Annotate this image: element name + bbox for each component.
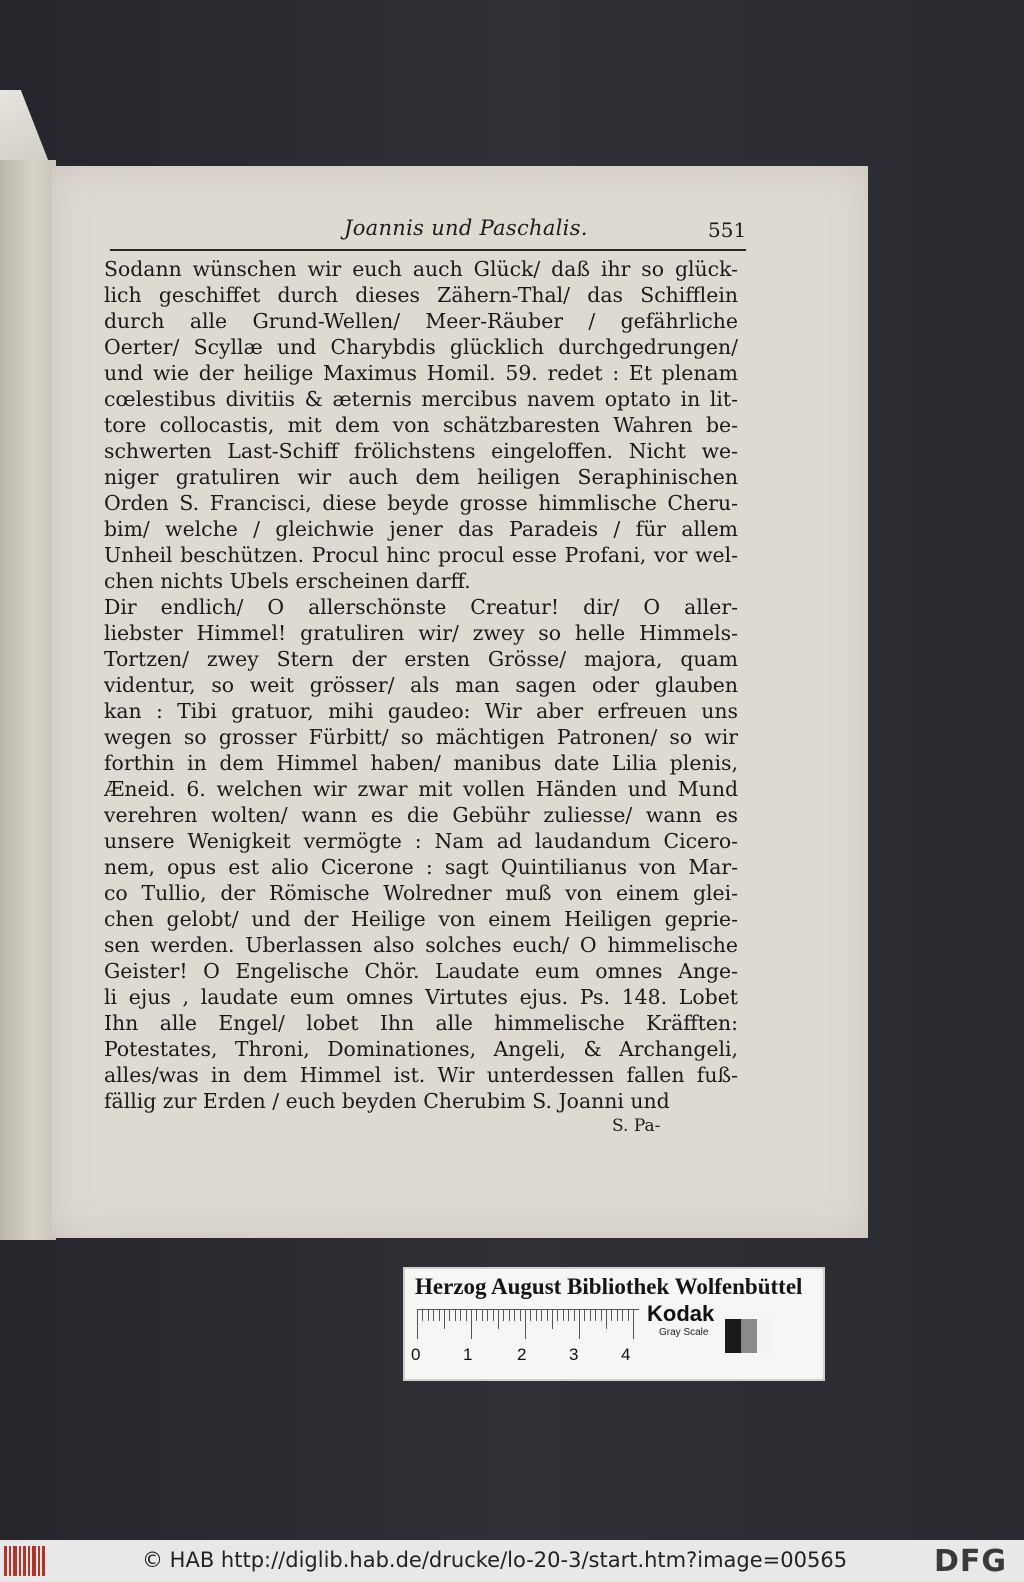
text-line: Æneid. 6. welchen wir zwar mit vollen Händen und Mund: [104, 777, 738, 801]
text-line: Tortzen/ zwey Stern der ersten Grösse/ majora, quam: [104, 647, 738, 671]
text-line: chen nichts Ubels erscheinen darff.: [104, 569, 471, 593]
ruler-tick: [536, 1309, 537, 1321]
copyright-link[interactable]: © HAB http://diglib.hab.de/drucke/lo-20-3/start.htm?image=00565: [142, 1548, 848, 1572]
measure-ruler: [417, 1309, 639, 1343]
ruler-tick: [628, 1309, 629, 1321]
text-line: Sodann wünschen wir euch auch Glück/ daß ihr so glück-: [104, 257, 738, 281]
text-line: sen werden. Uberlassen also solches euch/ O himmelische: [104, 933, 738, 957]
ruler-tick: [503, 1309, 504, 1321]
footer-bar: [0, 1540, 1024, 1582]
gray-swatch-mid: [741, 1319, 757, 1353]
text-line: Potestates, Throni, Dominationes, Angeli, & Archangeli,: [104, 1037, 738, 1061]
catchword: S. Pa-: [612, 1116, 661, 1136]
ruler-tick: [574, 1309, 575, 1321]
page-number: 551: [708, 218, 747, 242]
ruler-label: 0: [411, 1345, 421, 1364]
kodak-logo: Kodak: [647, 1301, 715, 1326]
ruler-tick: [428, 1309, 429, 1321]
dfg-logo: DFG: [934, 1544, 1008, 1579]
text-line: Orden S. Francisci, diese beyde grosse himmlische Cheru-: [104, 491, 738, 515]
text-line: niger gratuliren wir auch dem heiligen Seraphinischen: [104, 465, 738, 489]
text-line: nem, opus est alio Cicerone : sagt Quintilianus von Mar-: [104, 855, 738, 879]
ruler-tick: [449, 1309, 450, 1321]
left-page-edge: [0, 160, 56, 1240]
text-line: wegen so grosser Fürbitt/ so mächtigen Patronen/ so wir: [104, 725, 738, 749]
ruler-tick: [611, 1309, 612, 1321]
ruler-tick: [439, 1309, 440, 1321]
ruler-label: 1: [463, 1345, 473, 1364]
ruler-tick: [557, 1309, 558, 1321]
body-text: [104, 256, 738, 1114]
text-line: Geister! O Engelische Chör. Laudate eum omnes Ange-: [104, 959, 738, 983]
ruler-tick: [422, 1309, 423, 1321]
ruler-tick: [455, 1309, 456, 1321]
library-name: Herzog August Bibliothek Wolfenbüttel: [415, 1274, 803, 1299]
text-line: alles/was in dem Himmel ist. Wir unterdessen fallen fuß-: [104, 1063, 738, 1087]
ruler-tick: [530, 1309, 531, 1321]
ruler-tick: [471, 1309, 472, 1339]
ruler-tick: [498, 1309, 499, 1329]
ruler-tick: [514, 1309, 515, 1321]
text-line: li ejus , laudate eum omnes Virtutes ejus. Ps. 148. Lobet: [104, 985, 738, 1009]
ruler-tick: [482, 1309, 483, 1321]
text-line: cœlestibus divitiis & æternis mercibus navem optato in lit-: [104, 387, 738, 411]
ruler-tick: [601, 1309, 602, 1321]
ruler-tick: [444, 1309, 445, 1329]
text-line: durch alle Grund-Wellen/ Meer-Räuber / gefährliche: [104, 309, 738, 333]
ruler-tick: [466, 1309, 467, 1321]
ruler-tick: [509, 1309, 510, 1321]
ruler-tick: [622, 1309, 623, 1321]
ruler-tick: [552, 1309, 553, 1329]
text-line: Unheil beschützen. Procul hinc procul esse Profani, vor wel-: [104, 543, 738, 567]
ruler-label: 4: [621, 1345, 631, 1364]
ruler-tick: [568, 1309, 569, 1321]
text-line: forthin in dem Himmel haben/ manibus date Lilia plenis,: [104, 751, 738, 775]
ruler-tick: [563, 1309, 564, 1321]
text-line: Ihn alle Engel/ lobet Ihn alle himmelische Kräfften:: [104, 1011, 738, 1035]
ruler-label: 3: [569, 1345, 579, 1364]
text-line: bim/ welche / gleichwie jener das Paradeis / für allem: [104, 517, 738, 541]
ruler-tick: [476, 1309, 477, 1321]
ruler-tick: [525, 1309, 526, 1339]
text-line: liebster Himmel! gratuliren wir/ zwey so helle Himmels-: [104, 621, 738, 645]
ruler-tick: [547, 1309, 548, 1321]
ruler-tick: [590, 1309, 591, 1321]
text-line: unsere Wenigkeit vermögte : Nam ad laudandum Cicero-: [104, 829, 738, 853]
ruler-tick: [595, 1309, 596, 1321]
ruler-tick: [617, 1309, 618, 1321]
ruler-tick: [541, 1309, 542, 1321]
library-color-card: [403, 1267, 825, 1381]
ruler-tick: [433, 1309, 434, 1321]
book-page: [52, 166, 868, 1238]
text-line: tore collocastis, mit dem von schätzbaresten Wahren be-: [104, 413, 738, 437]
ruler-tick: [606, 1309, 607, 1329]
text-line: co Tullio, der Römische Wolredner muß von einem glei-: [104, 881, 738, 905]
ruler-tick: [417, 1309, 418, 1339]
ruler-label: 2: [517, 1345, 527, 1364]
ruler-tick: [579, 1309, 580, 1339]
text-line: schwerten Last-Schiff frölichstens eingeloffen. Nicht we-: [104, 439, 738, 463]
gray-swatch-light: [757, 1319, 773, 1353]
gray-swatch-dark: [725, 1319, 741, 1353]
text-line: lich geschiffet durch dieses Zähern-Thal/ das Schifflein: [104, 283, 738, 307]
text-line: videntur, so weit grösser/ als man sagen oder glauben: [104, 673, 738, 697]
ruler-tick: [584, 1309, 585, 1321]
ruler-labels: [411, 1345, 651, 1369]
gray-scale-label: Gray Scale: [659, 1327, 709, 1338]
ruler-tick: [487, 1309, 488, 1321]
text-line: und wie der heilige Maximus Homil. 59. redet : Et plenam: [104, 361, 738, 385]
text-line: Dir endlich/ O allerschönste Creatur! dir/ O aller-: [104, 595, 738, 619]
text-line: chen gelobt/ und der Heilige von einem Heiligen geprie-: [104, 907, 738, 931]
ruler-tick: [460, 1309, 461, 1321]
text-line: kan : Tibi gratuor, mihi gaudeo: Wir aber erfreuen uns: [104, 699, 738, 723]
text-line: fällig zur Erden / euch beyden Cherubim S. Joanni und: [104, 1089, 670, 1113]
ruler-tick: [493, 1309, 494, 1321]
ruler-tick: [520, 1309, 521, 1321]
text-line: verehren wolten/ wann es die Gebühr zuliesse/ wann es: [104, 803, 738, 827]
text-line: Oerter/ Scyllæ und Charybdis glücklich durchgedrungen/: [104, 335, 738, 359]
barcode-icon: [4, 1546, 48, 1576]
header-rule: [110, 249, 746, 251]
page-header: [112, 216, 746, 246]
running-title: Joannis und Paschalis.: [344, 216, 588, 240]
ruler-tick: [633, 1309, 634, 1339]
